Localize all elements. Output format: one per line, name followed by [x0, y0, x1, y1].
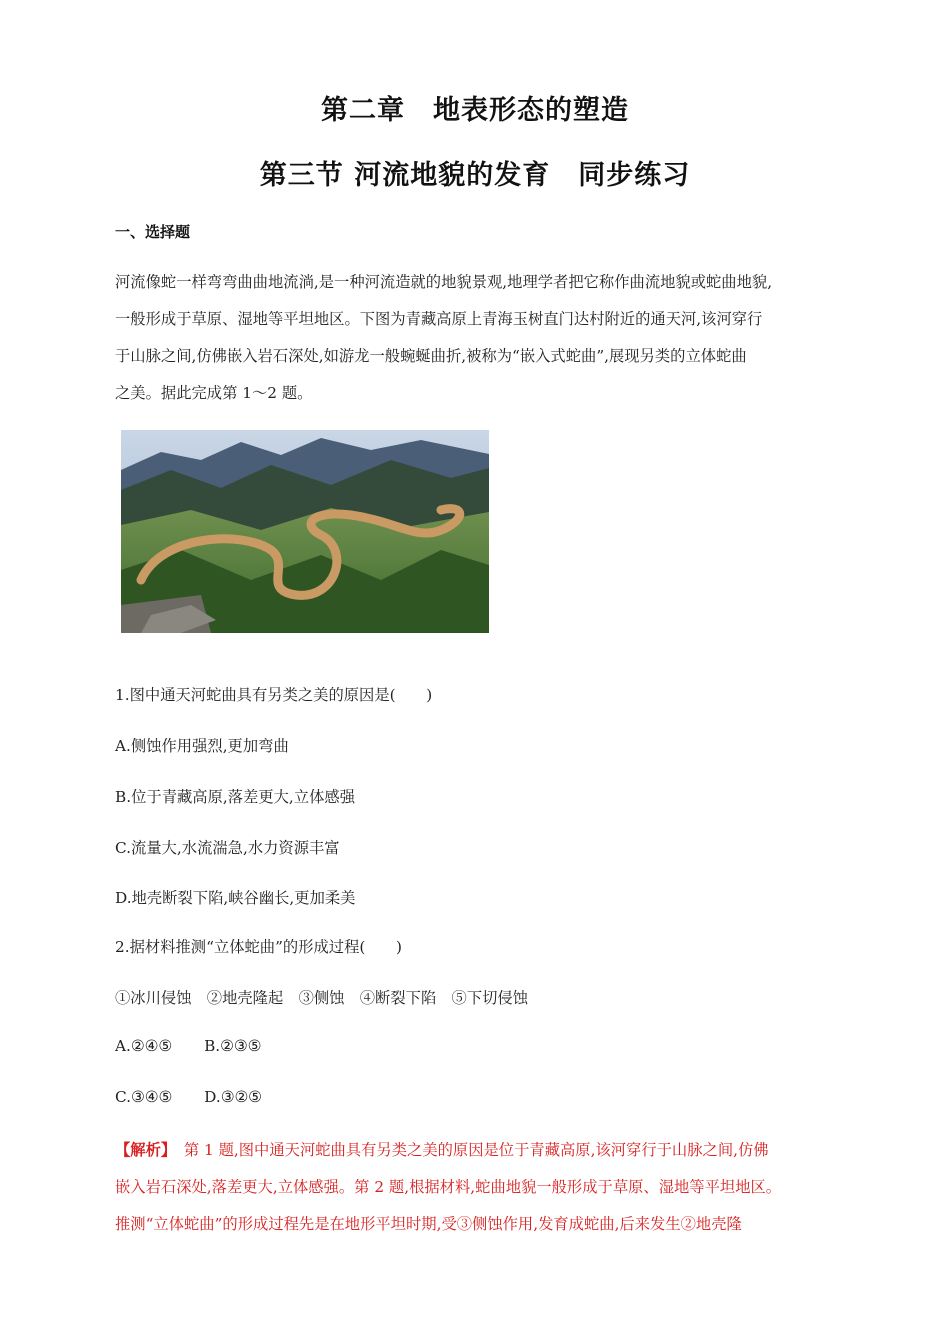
analysis-tag: 【解析】 — [115, 1141, 169, 1159]
question-1-option-c: C.流量大,水流湍急,水力资源丰富 — [115, 839, 340, 857]
question-2-option-c: C.③④⑤ — [115, 1088, 173, 1106]
answer-analysis — [115, 1132, 850, 1243]
intro-paragraph — [115, 264, 837, 412]
question-2-options-ab — [115, 1037, 261, 1055]
river-meander-photo — [121, 430, 489, 633]
intro-line: 之美。据此完成第 1～2 题。 — [115, 384, 313, 402]
question-1-stem: 1.图中通天河蛇曲具有另类之美的原因是( ) — [115, 686, 433, 704]
part-heading: 一、选择题 — [115, 223, 191, 241]
question-1-option-a: A.侧蚀作用强烈,更加弯曲 — [115, 737, 289, 755]
intro-line: 于山脉之间,仿佛嵌入岩石深处,如游龙一般蜿蜒曲折,被称为“嵌入式蛇曲”,展现另类的立体蛇曲 — [115, 347, 747, 365]
intro-line: 一般形成于草原、湿地等平坦地区。下图为青藏高原上青海玉树直门达村附近的通天河,该河穿行 — [115, 310, 763, 328]
analysis-line: 嵌入岩石深处,落差更大,立体感强。第 2 题,根据材料,蛇曲地貌一般形成于草原、湿地等平坦地区。 — [115, 1178, 782, 1196]
question-2-option-d: D.③②⑤ — [204, 1088, 262, 1106]
analysis-first-line: 第 1 题,图中通天河蛇曲具有另类之美的原因是位于青藏高原,该河穿行于山脉之间,仿佛 — [168, 1141, 769, 1159]
question-2-options-cd — [115, 1088, 262, 1106]
question-1-option-b: B.位于青藏高原,落差更大,立体感强 — [115, 788, 355, 806]
question-2-statements: ①冰川侵蚀 ②地壳隆起 ③侧蚀 ④断裂下陷 ⑤下切侵蚀 — [115, 989, 529, 1007]
section-title: 第三节 河流地貌的发育 同步练习 — [259, 160, 691, 191]
analysis-line — [115, 1132, 850, 1169]
question-1-option-d: D.地壳断裂下陷,峡谷幽长,更加柔美 — [115, 889, 356, 907]
question-2-option-a: A.②④⑤ — [115, 1037, 173, 1055]
analysis-line: 推测“立体蛇曲”的形成过程先是在地形平坦时期,受③侧蚀作用,发育成蛇曲,后来发生②地壳隆 — [115, 1215, 742, 1233]
intro-line: 河流像蛇一样弯弯曲曲地流淌,是一种河流造就的地貌景观,地理学者把它称作曲流地貌或蛇曲地貌, — [115, 273, 773, 291]
question-2-option-b: B.②③⑤ — [204, 1037, 262, 1055]
question-2-stem: 2.据材料推测“立体蛇曲”的形成过程( ) — [115, 938, 402, 956]
chapter-title: 第二章 地表形态的塑造 — [321, 95, 629, 126]
